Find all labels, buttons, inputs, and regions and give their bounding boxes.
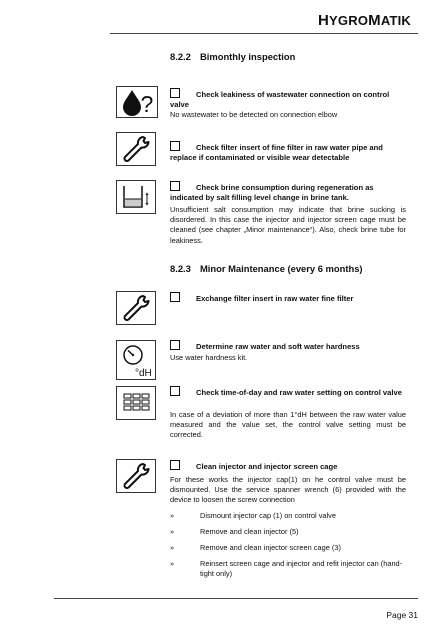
checkbox[interactable] [170, 460, 180, 470]
wrench-icon [116, 459, 156, 493]
footer-rule [54, 598, 418, 599]
checkbox[interactable] [170, 181, 180, 191]
page-number: Page 31 [386, 610, 418, 620]
check-heading-time-of-day: Check time-of-day and raw water setting on control valve [170, 386, 406, 398]
check-heading-wastewater: Check leakiness of wastewater connection on control valve [170, 90, 390, 109]
check-heading-brine-consumption: Check brine consumption during regeneration as indicated by salt filling level change in brine tank. [170, 183, 374, 202]
list-item: » Remove and clean injector (5) [170, 527, 299, 536]
check-text-wastewater: No wastewater to be detected on connection elbow [170, 110, 338, 119]
check-heading-exchange-filter: Exchange filter insert in raw water fine filter [170, 292, 406, 304]
wrench-icon [116, 132, 156, 166]
check-text-brine-consumption: Unsufficient salt consumption may indicate that brine sucking is disordered. In this case the injector and injector screen cage must be cleaned (see chapter „Minor maintenance“). Also, check brine tube for leakiness. [170, 205, 406, 245]
header-rule [110, 33, 418, 34]
check-text-clean-injector: For these works the injector cap(1) on he control valve must be dismounted. Use the service spanner wrench (6) provided with the device to loosen the screw connection [170, 475, 406, 505]
check-heading-water-hardness: Determine raw water and soft water hardness [170, 340, 406, 352]
list-item: » Remove and clean injector screen cage (3) [170, 543, 341, 552]
wrench-icon [116, 291, 156, 325]
hardness-gauge-icon [116, 340, 156, 380]
svg-text:?: ? [140, 91, 154, 117]
check-text-time-of-day: In case of a deviation of more than 1°dH between the raw water value measured and the value set, the control valve setting must be corrected. [170, 410, 406, 440]
section-heading-8-2-3: 8.2.3 Minor Maintenance (every 6 months) [170, 263, 363, 274]
hygromatik-logo: HYGROMATIK [318, 12, 412, 29]
checkbox[interactable] [170, 141, 180, 151]
hardness-unit-label: °dH [135, 368, 152, 379]
checkbox[interactable] [170, 292, 180, 302]
check-text-water-hardness: Use water hardness kit. [170, 353, 248, 362]
check-heading-clean-injector: Clean injector and injector screen cage [170, 460, 406, 472]
control-valve-display-icon [116, 386, 156, 420]
water-drop-question-icon [116, 86, 158, 118]
checkbox[interactable] [170, 386, 180, 396]
section-heading-8-2-2: 8.2.2 Bimonthly inspection [170, 51, 296, 62]
brine-tank-level-icon [116, 180, 156, 214]
check-heading-filter-insert: Check filter insert of fine filter in raw water pipe and replace if contaminated or visible wear detectable [170, 143, 383, 162]
checkbox[interactable] [170, 88, 180, 98]
checkbox[interactable] [170, 340, 180, 350]
list-item: » Reinsert screen cage and injector and refit injector can (hand-tight only) [170, 559, 403, 579]
list-item: » Dismount injector cap (1) on control valve [170, 511, 336, 520]
